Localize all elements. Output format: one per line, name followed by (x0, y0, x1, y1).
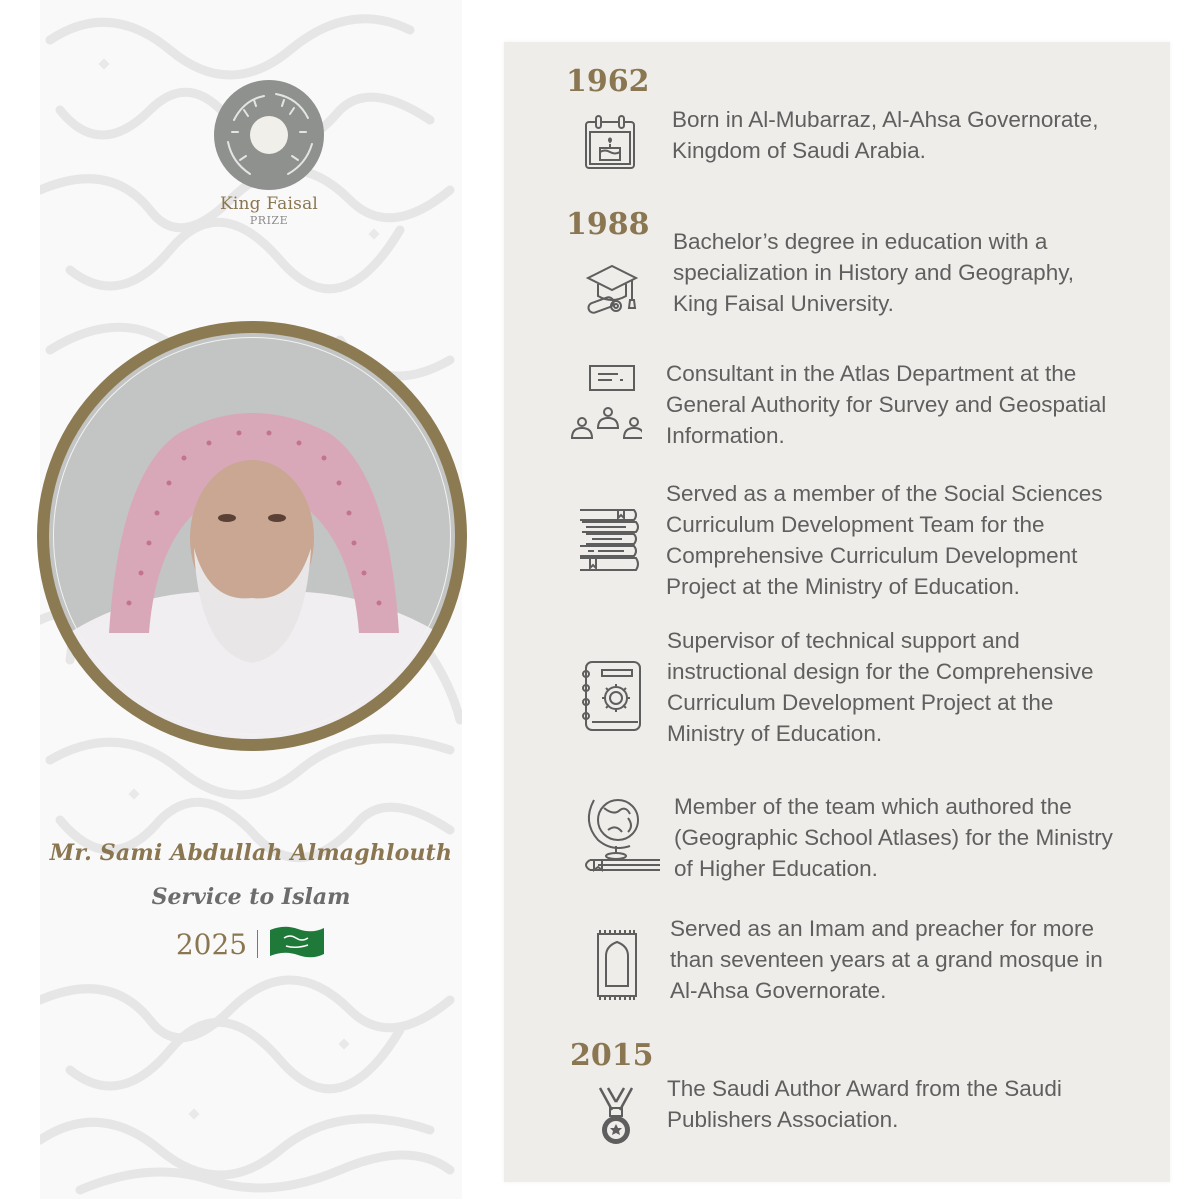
logo-name: King Faisal (219, 194, 319, 214)
prize-category: Service to Islam (151, 884, 351, 910)
seal-emblem-icon (214, 80, 324, 190)
timeline-entry-text: Born in Al-Mubarraz, Al-Ahsa Governorate, Kingdom of Saudi Arabia. (672, 107, 1099, 163)
timeline-year: 1988 (566, 207, 650, 242)
timeline-panel (504, 42, 1170, 1182)
logo-subtitle: PRIZE (249, 214, 289, 227)
birthday-calendar-icon (584, 114, 636, 174)
laureate-info (40, 840, 462, 964)
timeline-entry-text: Served as a member of the Social Sciences Curriculum Development Team for the Comprehensive Curriculum Development Project at the Ministry of Education. (666, 481, 1103, 599)
timeline-entry-text: The Saudi Author Award from the Saudi Publishers Association. (667, 1076, 1062, 1132)
portrait-frame (37, 321, 467, 751)
saudi-flag-icon (268, 924, 326, 964)
timeline-entry-text: Supervisor of technical support and instructional design for the Comprehensive Curriculum Development Project at the Ministry of Education. (667, 628, 1094, 746)
timeline-year: 1962 (566, 64, 650, 99)
graduation-cap-icon (584, 262, 640, 322)
medal-icon (598, 1086, 634, 1150)
prayer-rug-icon (596, 928, 638, 1006)
prize-year: 2025 (175, 927, 248, 961)
timeline-entry-text: Served as an Imam and preacher for more than seventeen years at a grand mosque in Al-Ahsa Governorate. (670, 916, 1103, 1003)
timeline-year: 2015 (570, 1038, 654, 1073)
king-faisal-prize-logo (213, 80, 325, 227)
notebook-gear-icon (580, 660, 642, 736)
laureate-portrait (49, 333, 455, 739)
timeline-entry-text: Member of the team which authored the (Geographic School Atlases) for the Ministry of Higher Education. (674, 794, 1113, 881)
book-stack-icon (578, 508, 640, 576)
divider (257, 930, 258, 958)
globe-on-book-icon (578, 794, 662, 878)
laureate-name: Mr. Sami Abdullah Almaghlouth (49, 840, 453, 866)
timeline-entry-text: Bachelor’s degree in education with a specialization in History and Geography, King Faisal University. (673, 229, 1075, 316)
presentation-team-icon (570, 364, 642, 444)
timeline-entry-text: Consultant in the Atlas Department at the General Authority for Survey and Geospatial Information. (666, 361, 1107, 448)
